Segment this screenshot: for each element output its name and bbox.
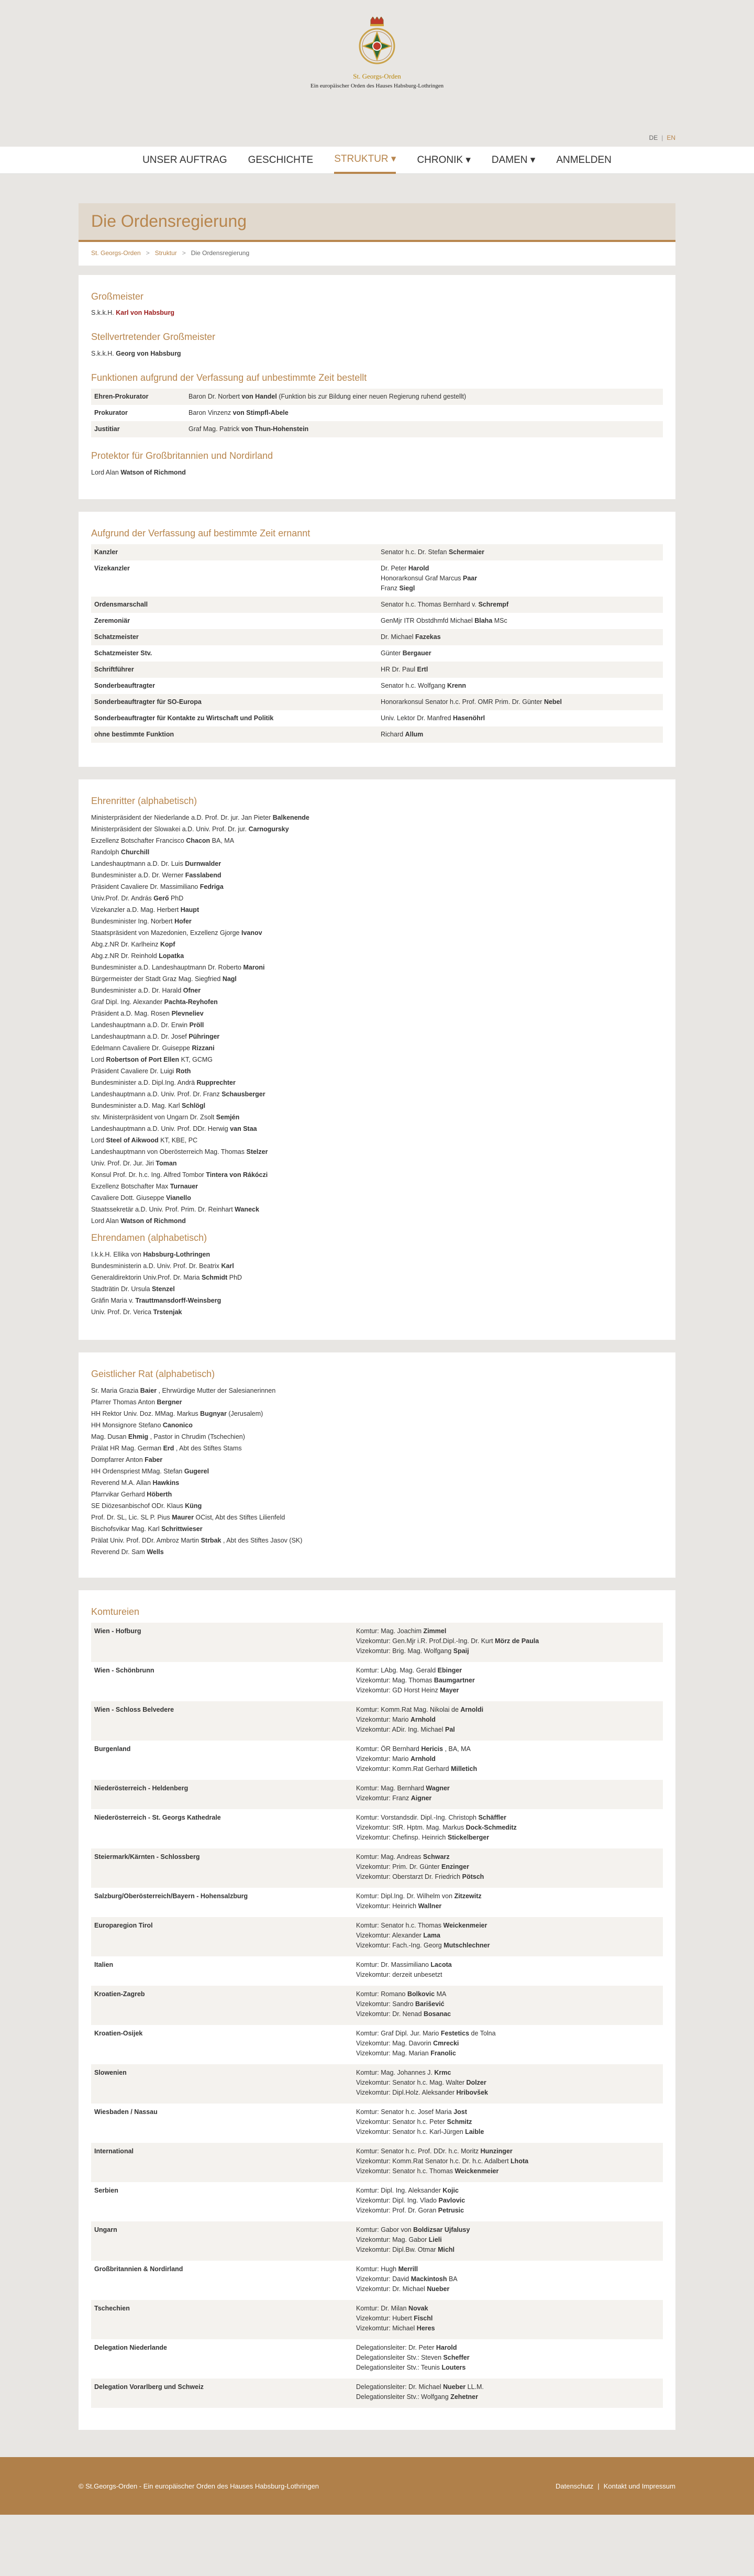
person-line: Komtur: Gabor von Boldizsar Ujfalusy — [356, 2226, 470, 2233]
person-line: Delegationsleiter Stv.: Teunis Louters — [356, 2363, 466, 2371]
table-row — [91, 1623, 663, 1662]
komtureien-heading: Komtureien — [91, 1606, 140, 1617]
list-item: Univ. Prof. Dr. Jur. Jiri Toman — [91, 1159, 177, 1167]
list-item: HH Rektor Univ. Doz. MMag. Markus Bugnyar (Jerusalem) — [91, 1410, 263, 1417]
site-logo[interactable] — [267, 17, 487, 91]
list-item: Landeshauptmann a.D. Dr. Luis Durnwalder — [91, 860, 221, 867]
role-holder: Baron Vinzenz von Stimpfl-Abele — [188, 409, 289, 417]
ehrendamen-heading: Ehrendamen (alphabetisch) — [91, 1232, 207, 1243]
site-name: St. Georgs-Orden — [353, 72, 401, 80]
grossmeister-name: S.k.k.H. Karl von Habsburg — [91, 309, 175, 317]
leadership-card — [79, 275, 675, 500]
person-line: Vizekomtur: Michael Heres — [356, 2324, 435, 2332]
list-item: Vizekanzler a.D. Mag. Herbert Haupt — [91, 906, 199, 913]
row-label: Niederösterreich - Heldenberg — [91, 1780, 353, 1809]
breadcrumb-home[interactable]: St. Georgs-Orden — [91, 249, 141, 257]
table-row — [91, 1888, 663, 1917]
ehrendamen-list — [91, 1249, 663, 1318]
list-item: Bundesminister a.D. Dr. Werner Fasslabend — [91, 871, 221, 879]
person-line: Senator h.c. Dr. Stefan Schermaier — [381, 548, 485, 556]
list-item: Landeshauptmann von Oberösterreich Mag. Thomas Stelzer — [91, 1148, 268, 1155]
row-label: Salzburg/Oberösterreich/Bayern - Hohensalzburg — [94, 1892, 248, 1900]
row-label: Wien - Hofburg — [91, 1623, 353, 1662]
row-persons — [378, 597, 663, 613]
funktionen-table — [91, 389, 663, 437]
list-item: Randolph Churchill — [91, 848, 150, 856]
person-line: Vizekomtur: Mag. Thomas Baumgartner — [356, 1676, 475, 1684]
person-line: Komtur: Senator h.c. Prof. DDr. h.c. Moritz Hunzinger — [356, 2147, 513, 2155]
row-persons — [353, 1780, 663, 1809]
funktionen-heading: Funktionen aufgrund der Verfassung auf unbestimmte Zeit bestellt — [91, 372, 367, 383]
person-line: Komtur: Dr. Massimiliano Lacota — [356, 1961, 452, 1968]
table-row — [91, 544, 663, 560]
footer-copyright: © St.Georgs-Orden - Ein europäischer Orden des Hauses Habsburg-Lothringen — [79, 2482, 319, 2490]
list-item: Univ. Prof. Dr. Verica Trstenjak — [91, 1308, 182, 1316]
row-persons — [353, 2182, 663, 2221]
role-label: Prokurator — [94, 409, 128, 417]
list-item: Prälat Univ. Prof. DDr. Ambroz Martin Strbak , Abt des Stiftes Jasov (SK) — [91, 1536, 303, 1544]
ehrenritter-list — [91, 812, 663, 1227]
list-item: Bundesministerin a.D. Univ. Prof. Dr. Beatrix Karl — [91, 1262, 234, 1270]
table-row — [91, 405, 663, 421]
language-switcher — [649, 133, 675, 143]
person-line: Vizekomtur: GD Horst Heinz Mayer — [356, 1686, 459, 1694]
site-footer — [0, 2457, 754, 2515]
list-item: Cavaliere Dott. Giuseppe Vianello — [91, 1194, 191, 1202]
list-item: Edelmann Cavaliere Dr. Guiseppe Rizzani — [91, 1044, 215, 1052]
person-line: Günter Bergauer — [381, 649, 431, 657]
list-item: Präsident Cavaliere Dr. Massimiliano Fedriga — [91, 883, 224, 890]
table-row — [91, 1917, 663, 1956]
person-line: Franz Siegl — [381, 585, 415, 592]
person-line: GenMjr ITR Obstdhmfd Michael Blaha MSc — [381, 617, 507, 625]
list-item: HH Monsignore Stefano Canonico — [91, 1421, 193, 1429]
main-navigation — [0, 147, 754, 174]
person-line: Vizekomtur: Komm.Rat Gerhard Milletich — [356, 1765, 478, 1773]
list-item: Lord Alan Watson of Richmond — [91, 1217, 186, 1225]
person-line: Komtur: ÖR Bernhard Hericis , BA, MA — [356, 1745, 471, 1753]
list-item: Landeshauptmann a.D. Univ. Prof. DDr. Herwig van Staa — [91, 1125, 257, 1132]
person-line: Vizekomtur: Franz Aigner — [356, 1794, 432, 1802]
site-subtitle: Ein europäischer Orden des Hauses Habsburg-Lothringen — [310, 83, 444, 90]
person-line: Vizekomtur: ADir. Ing. Michael Pal — [356, 1725, 455, 1733]
row-label: Wien - Schloss Belvedere — [91, 1701, 353, 1741]
list-item: stv. Ministerpräsident von Ungarn Dr. Zsolt Semjén — [91, 1113, 240, 1121]
list-item: Exzellenz Botschafter Francisco Chacon BA, MA — [91, 836, 235, 844]
person-line: Vizekomtur: StR. Hptm. Mag. Markus Dock-Schmeditz — [356, 1823, 517, 1831]
row-label: Tschechien — [91, 2300, 353, 2339]
list-item: I.k.k.H. Ellika von Habsburg-Lothringen — [91, 1250, 210, 1258]
table-row — [91, 2261, 663, 2300]
komtureien-card — [79, 1590, 675, 2430]
table-row — [91, 1956, 663, 1986]
row-persons — [353, 1986, 663, 2025]
list-item: Bundesminister Ing. Norbert Hofer — [91, 917, 192, 925]
row-persons — [378, 678, 663, 694]
row-persons — [353, 1741, 663, 1780]
person-line: Komtur: Romano Bolkovic MA — [356, 1990, 447, 1998]
row-label: Europaregion Tirol — [91, 1917, 353, 1956]
list-item: Sr. Maria Grazia Baier , Ehrwürdige Mutter der Salesianerinnen — [91, 1386, 276, 1394]
row-persons — [378, 613, 663, 629]
row-persons — [353, 2221, 663, 2261]
table-row — [91, 560, 663, 597]
person-line: Dr. Peter Harold — [381, 565, 429, 573]
person-line: Vizekomtur: Oberstarzt Dr. Friedrich Pötsch — [356, 1873, 484, 1880]
list-item: Prof. Dr. SL, Lic. SL P. Pius Maurer OCist, Abt des Stiftes Lilienfeld — [91, 1513, 285, 1521]
row-label: Sonderbeauftragter für SO-Europa — [91, 694, 378, 710]
table-row — [91, 597, 663, 613]
list-item: Präsident Cavaliere Dr. Luigi Roth — [91, 1067, 191, 1075]
row-persons — [378, 710, 663, 726]
person-line: Vizekomtur: Sandro Barišević — [356, 2000, 445, 2008]
person-line: Vizekomtur: Chefinsp. Heinrich Stickelberger — [356, 1833, 490, 1841]
person-line: Vizekomtur: Prof. Dr. Goran Petrusic — [356, 2206, 464, 2214]
row-label: Sonderbeauftragter — [94, 682, 155, 690]
list-item: Landeshauptmann a.D. Dr. Josef Pühringer — [91, 1032, 220, 1040]
breadcrumb-separator: > — [146, 249, 150, 257]
row-label: Zeremoniär — [94, 617, 130, 625]
row-persons — [353, 2339, 663, 2379]
person-line: Delegationsleiter: Dr. Michael Nueber LL.M. — [356, 2383, 484, 2391]
row-persons — [353, 2064, 663, 2104]
komtureien-table — [91, 1623, 663, 2408]
role-holder: Graf Mag. Patrick von Thun-Hohenstein — [185, 421, 663, 437]
list-item: Pfarrer Thomas Anton Bergner — [91, 1398, 182, 1406]
table-row — [91, 1741, 663, 1780]
list-item: Ministerpräsident der Slowakei a.D. Univ. Prof. Dr. jur. Carnogursky — [91, 825, 289, 833]
table-row — [91, 1701, 663, 1741]
person-line: Vizekomtur: Senator h.c. Peter Schmitz — [356, 2118, 472, 2126]
footer-kontakt-link[interactable]: Kontakt und Impressum — [603, 2482, 675, 2490]
list-item: Reverend Dr. Sam Wells — [91, 1548, 164, 1556]
list-item: Abg.z.NR Dr. Reinhold Lopatka — [91, 952, 184, 960]
list-item: Präsident a.D. Mag. Rosen Plevneliev — [91, 1009, 204, 1017]
list-item: HH Ordenspriest MMag. Stefan Gugerel — [91, 1467, 209, 1475]
geistlicher-rat-list — [91, 1385, 663, 1558]
person-line: Komtur: Mag. Andreas Schwarz — [356, 1853, 450, 1861]
person-line: Vizekomtur: Senator h.c. Thomas Weickenmeier — [356, 2167, 499, 2175]
nav-item[interactable]: UNSER AUFTRAG — [142, 155, 227, 166]
row-persons — [353, 1623, 663, 1662]
list-item: Pfarrvikar Gerhard Höberth — [91, 1490, 172, 1498]
person-line: HR Dr. Paul Ertl — [381, 666, 428, 674]
ehrenritter-heading: Ehrenritter (alphabetisch) — [91, 796, 197, 807]
person-line: Komtur: Dipl. Ing. Aleksander Kojic — [356, 2186, 459, 2194]
list-item: Bürgermeister der Stadt Graz Mag. Siegfried Nagl — [91, 975, 237, 983]
row-label: ohne bestimmte Funktion — [91, 726, 378, 743]
list-item: Reverend M.A. Allan Hawkins — [91, 1479, 180, 1487]
table-row — [91, 629, 663, 645]
person-line: Vizekomtur: Dr. Michael Nueber — [356, 2285, 450, 2293]
row-label: Wien - Schönbrunn — [94, 1666, 154, 1674]
person-line: Komtur: Vorstandsdir. Dipl.-Ing. Christoph Schäffler — [356, 1813, 506, 1821]
regierung-heading: Aufgrund der Verfassung auf bestimmte Zeit ernannt — [91, 528, 311, 539]
list-item: Landeshauptmann a.D. Dr. Erwin Pröll — [91, 1021, 204, 1029]
list-item: Ministerpräsident der Niederlande a.D. Prof. Dr. jur. Jan Pieter Balkenende — [91, 813, 309, 821]
table-row — [91, 2104, 663, 2143]
lang-separator: | — [661, 134, 663, 141]
row-label: Ordensmarschall — [91, 597, 378, 613]
list-item: Bundesminister a.D. Dipl.Ing. Andrä Rupprechter — [91, 1078, 236, 1086]
row-label: Großbritannien & Nordirland — [94, 2265, 183, 2273]
table-row — [91, 2143, 663, 2182]
list-item: Staatspräsident von Mazedonien, Exzellenz Gjorge Ivanov — [91, 929, 262, 937]
row-label: Delegation Niederlande — [94, 2343, 167, 2351]
row-persons — [353, 1917, 663, 1956]
person-line: Honorarkonsul Graf Marcus Paar — [381, 575, 478, 582]
person-line: Senator h.c. Wolfgang Krenn — [381, 682, 467, 690]
ehren-card — [79, 779, 675, 1340]
page-title-bar — [79, 203, 675, 242]
table-row — [91, 2064, 663, 2104]
row-label: Serbien — [94, 2186, 118, 2194]
row-persons — [353, 2261, 663, 2300]
list-item: Mag. Dusan Ehmig , Pastor in Chrudim (Tschechien) — [91, 1433, 245, 1440]
row-persons — [378, 544, 663, 560]
list-item: Bundesminister a.D. Dr. Harald Ofner — [91, 986, 201, 994]
row-label: Italien — [94, 1961, 114, 1968]
row-label: Steiermark/Kärnten - Schlossberg — [91, 1848, 353, 1888]
list-item: Stadträtin Dr. Ursula Stenzel — [91, 1285, 175, 1293]
row-persons — [353, 1888, 663, 1917]
table-row — [91, 2300, 663, 2339]
person-line: Komtur: Mag. Joachim Zimmel — [356, 1627, 447, 1635]
person-line: Delegationsleiter Stv.: Wolfgang Zehetner — [356, 2393, 478, 2401]
row-label: Burgenland — [94, 1745, 131, 1753]
person-line: Vizekomtur: Mag. Davorin Cmrecki — [356, 2039, 459, 2047]
person-line: Komtur: Komm.Rat Mag. Nikolai de Arnoldi — [356, 1705, 484, 1713]
row-label: Delegation Vorarlberg und Schweiz — [91, 2379, 353, 2408]
list-item: Bundesminister a.D. Mag. Karl Schlögl — [91, 1102, 206, 1109]
table-row — [91, 389, 663, 405]
person-line: Vizekomtur: Senator h.c. Mag. Walter Dolzer — [356, 2078, 486, 2086]
geistlicher-rat-card — [79, 1352, 675, 1578]
nav-item[interactable]: STRUKTUR ▾ — [334, 147, 396, 174]
person-line: Vizekomtur: Mario Arnhold — [356, 1755, 436, 1763]
order-crest-icon — [359, 17, 395, 67]
person-line: Vizekomtur: Fach.-Ing. Georg Mutschlechner — [356, 1941, 490, 1949]
site-header — [0, 0, 754, 147]
person-line: Komtur: Hugh Merrill — [356, 2265, 418, 2273]
row-persons — [353, 1701, 663, 1741]
row-label: Wiesbaden / Nassau — [94, 2108, 158, 2116]
row-persons — [353, 1809, 663, 1848]
person-line: Komtur: Mag. Bernhard Wagner — [356, 1784, 450, 1792]
row-persons — [378, 694, 663, 710]
person-line: Komtur: Senator h.c. Thomas Weickenmeier — [356, 1921, 487, 1929]
list-item: Bundesminister a.D. Landeshauptmann Dr. Roberto Maroni — [91, 963, 265, 971]
list-item: Staatssekretär a.D. Univ. Prof. Prim. Dr. Reinhart Waneck — [91, 1205, 259, 1213]
row-label: Niederösterreich - St. Georgs Kathedrale — [94, 1813, 221, 1821]
footer-links — [556, 2481, 675, 2492]
person-line: Vizekomtur: Brig. Mag. Wolfgang Spaij — [356, 1647, 469, 1655]
nav-item[interactable]: ANMELDEN — [556, 155, 612, 166]
table-row — [91, 2025, 663, 2064]
person-line: Vizekomtur: Mario Arnhold — [356, 1715, 436, 1723]
list-item: Abg.z.NR Dr. Karlheinz Kopf — [91, 940, 175, 948]
list-item: Prälat HR Mag. German Erd , Abt des Stiftes Stams — [91, 1444, 242, 1452]
table-row — [91, 662, 663, 678]
lang-de-link[interactable]: DE — [649, 134, 658, 141]
main-content — [79, 203, 675, 2430]
list-item: Gräfin Maria v. Trauttmansdorff-Weinsberg — [91, 1296, 221, 1304]
row-persons — [353, 1662, 663, 1701]
stv-grossmeister-heading: Stellvertretender Großmeister — [91, 332, 216, 343]
list-item: Bischofsvikar Mag. Karl Schrittwieser — [91, 1525, 203, 1533]
table-row — [91, 678, 663, 694]
breadcrumb — [79, 242, 675, 266]
person-line: Vizekomtur: Dipl.Holz. Aleksander Hribovšek — [356, 2088, 488, 2096]
row-label: Sonderbeauftragter für Kontakte zu Wirtschaft und Politik — [94, 714, 274, 722]
row-persons — [353, 2379, 663, 2408]
footer-datenschutz-link[interactable]: Datenschutz — [556, 2482, 594, 2490]
person-line: Vizekomtur: Dr. Nenad Bosanac — [356, 2010, 451, 2018]
person-line: Vizekomtur: Hubert Fischl — [356, 2314, 433, 2322]
person-line: Komtur: Mag. Johannes J. Krmc — [356, 2068, 451, 2076]
list-item: Lord Robertson of Port Ellen KT, GCMG — [91, 1055, 213, 1063]
row-label: Ungarn — [91, 2221, 353, 2261]
row-label: International — [91, 2143, 353, 2182]
row-persons — [378, 629, 663, 645]
row-persons — [353, 2104, 663, 2143]
row-label: Schriftführer — [91, 662, 378, 678]
breadcrumb-current: Die Ordensregierung — [191, 249, 250, 257]
person-line: Vizekomtur: Prim. Dr. Günter Enzinger — [356, 1863, 469, 1870]
protektor-name: Lord Alan Watson of Richmond — [91, 469, 186, 477]
list-item: Generaldirektorin Univ.Prof. Dr. Maria Schmidt PhD — [91, 1273, 242, 1281]
role-label: Ehren-Prokurator — [91, 389, 185, 405]
person-line: Delegationsleiter Stv.: Steven Scheffer — [356, 2353, 470, 2361]
breadcrumb-struktur[interactable]: Struktur — [154, 249, 177, 257]
table-row — [91, 1809, 663, 1848]
stv-grossmeister-name: S.k.k.H. Georg von Habsburg — [91, 350, 181, 358]
person-line: Vizekomtur: Mag. Gabor Lieli — [356, 2236, 442, 2243]
row-persons — [378, 560, 663, 597]
grossmeister-heading: Großmeister — [91, 291, 144, 302]
list-item: Exzellenz Botschafter Max Turnauer — [91, 1182, 198, 1190]
person-line: Komtur: Dipl.Ing. Dr. Wilhelm von Zitzewitz — [356, 1892, 482, 1900]
row-persons — [378, 662, 663, 678]
nav-item[interactable]: CHRONIK ▾ — [417, 155, 471, 166]
regierung-table — [91, 544, 663, 743]
person-line: Univ. Lektor Dr. Manfred Hasenöhrl — [381, 714, 485, 722]
row-persons — [353, 1848, 663, 1888]
person-line: Vizekomtur: Mag. Marian Franolic — [356, 2049, 456, 2057]
table-row — [91, 2221, 663, 2261]
lang-en-link[interactable]: EN — [667, 134, 675, 141]
row-persons — [353, 2143, 663, 2182]
person-line: Vizekomtur: Alexander Lama — [356, 1931, 440, 1939]
row-persons — [378, 645, 663, 662]
list-item: Landeshauptmann a.D. Univ. Prof. Dr. Franz Schausberger — [91, 1090, 265, 1098]
table-row — [91, 1848, 663, 1888]
geistlicher-rat-heading: Geistlicher Rat (alphabetisch) — [91, 1368, 215, 1379]
row-label: Schatzmeister — [91, 629, 378, 645]
row-label: Kanzler — [91, 544, 378, 560]
list-item: Univ.Prof. Dr. András Gerő PhD — [91, 894, 184, 902]
table-row — [91, 613, 663, 629]
table-row — [91, 421, 663, 437]
row-label: Slowenien — [91, 2064, 353, 2104]
table-row — [91, 2339, 663, 2379]
person-line: Senator h.c. Thomas Bernhard v. Schrempf — [381, 601, 509, 609]
person-line: Vizekomtur: David Mackintosh BA — [356, 2275, 458, 2283]
table-row — [91, 1986, 663, 2025]
table-row — [91, 1780, 663, 1809]
person-line: Komtur: Senator h.c. Josef Maria Jost — [356, 2108, 467, 2116]
row-persons — [353, 1956, 663, 1986]
table-row — [91, 1662, 663, 1701]
person-line: Komtur: Dr. Milan Novak — [356, 2304, 428, 2312]
person-line: Richard Allum — [381, 731, 424, 739]
person-line: Dr. Michael Fazekas — [381, 633, 441, 641]
person-line: Vizekomtur: Komm.Rat Senator h.c. Dr. h.c. Adalbert Lhota — [356, 2157, 529, 2165]
page-title: Die Ordensregierung — [91, 212, 247, 231]
regierung-card — [79, 512, 675, 767]
nav-item[interactable]: DAMEN ▾ — [491, 155, 536, 166]
table-row — [91, 2182, 663, 2221]
person-line: Vizekomtur: derzeit unbesetzt — [356, 1970, 442, 1978]
protektor-heading: Protektor für Großbritannien und Nordirland — [91, 450, 273, 461]
list-item: Lord Steel of Aikwood KT, KBE, PC — [91, 1136, 198, 1144]
table-row — [91, 726, 663, 743]
row-label: Schatzmeister Stv. — [94, 649, 152, 657]
list-item: SE Diözesanbischof ODr. Klaus Küng — [91, 1502, 202, 1510]
person-line: Vizekomtur: Dipl. Ing. Vlado Pavlovic — [356, 2196, 465, 2204]
person-line: Komtur: Graf Dipl. Jur. Mario Festetics de Tolna — [356, 2029, 496, 2037]
person-line: Vizekomtur: Senator h.c. Karl-Jürgen Laible — [356, 2128, 484, 2135]
table-row — [91, 694, 663, 710]
list-item: Dompfarrer Anton Faber — [91, 1456, 163, 1463]
table-row — [91, 2379, 663, 2408]
person-line: Komtur: LAbg. Mag. Gerald Ebinger — [356, 1666, 462, 1674]
row-label: Vizekanzler — [94, 565, 130, 573]
person-line: Honorarkonsul Senator h.c. Prof. OMR Prim. Dr. Günter Nebel — [381, 698, 562, 706]
table-row — [91, 710, 663, 726]
row-label: Kroatien-Zagreb — [91, 1986, 353, 2025]
person-line: Delegationsleiter: Dr. Peter Harold — [356, 2343, 457, 2351]
row-label: Kroatien-Osijek — [94, 2029, 143, 2037]
role-holder: Baron Dr. Norbert von Handel (Funktion bis zur Bildung einer neuen Regierung ruhend gestellt) — [185, 389, 663, 405]
list-item: Konsul Prof. Dr. h.c. Ing. Alfred Tombor Tintera von Rákóczi — [91, 1171, 268, 1179]
row-persons — [353, 2025, 663, 2064]
breadcrumb-separator: > — [182, 249, 186, 257]
row-persons — [353, 2300, 663, 2339]
table-row — [91, 645, 663, 662]
person-line: Vizekomtur: Gen.Mjr i.R. Prof.Dipl.-Ing. Dr. Kurt Mörz de Paula — [356, 1637, 539, 1645]
footer-separator: | — [597, 2482, 600, 2490]
list-item: Graf Dipl. Ing. Alexander Pachta-Reyhofen — [91, 998, 218, 1006]
person-line: Vizekomtur: Heinrich Wallner — [356, 1902, 442, 1910]
row-persons — [378, 726, 663, 743]
role-label: Justitiar — [91, 421, 185, 437]
person-line: Vizekomtur: Dipl.Bw. Otmar Michl — [356, 2245, 455, 2253]
nav-item[interactable]: GESCHICHTE — [248, 155, 314, 166]
